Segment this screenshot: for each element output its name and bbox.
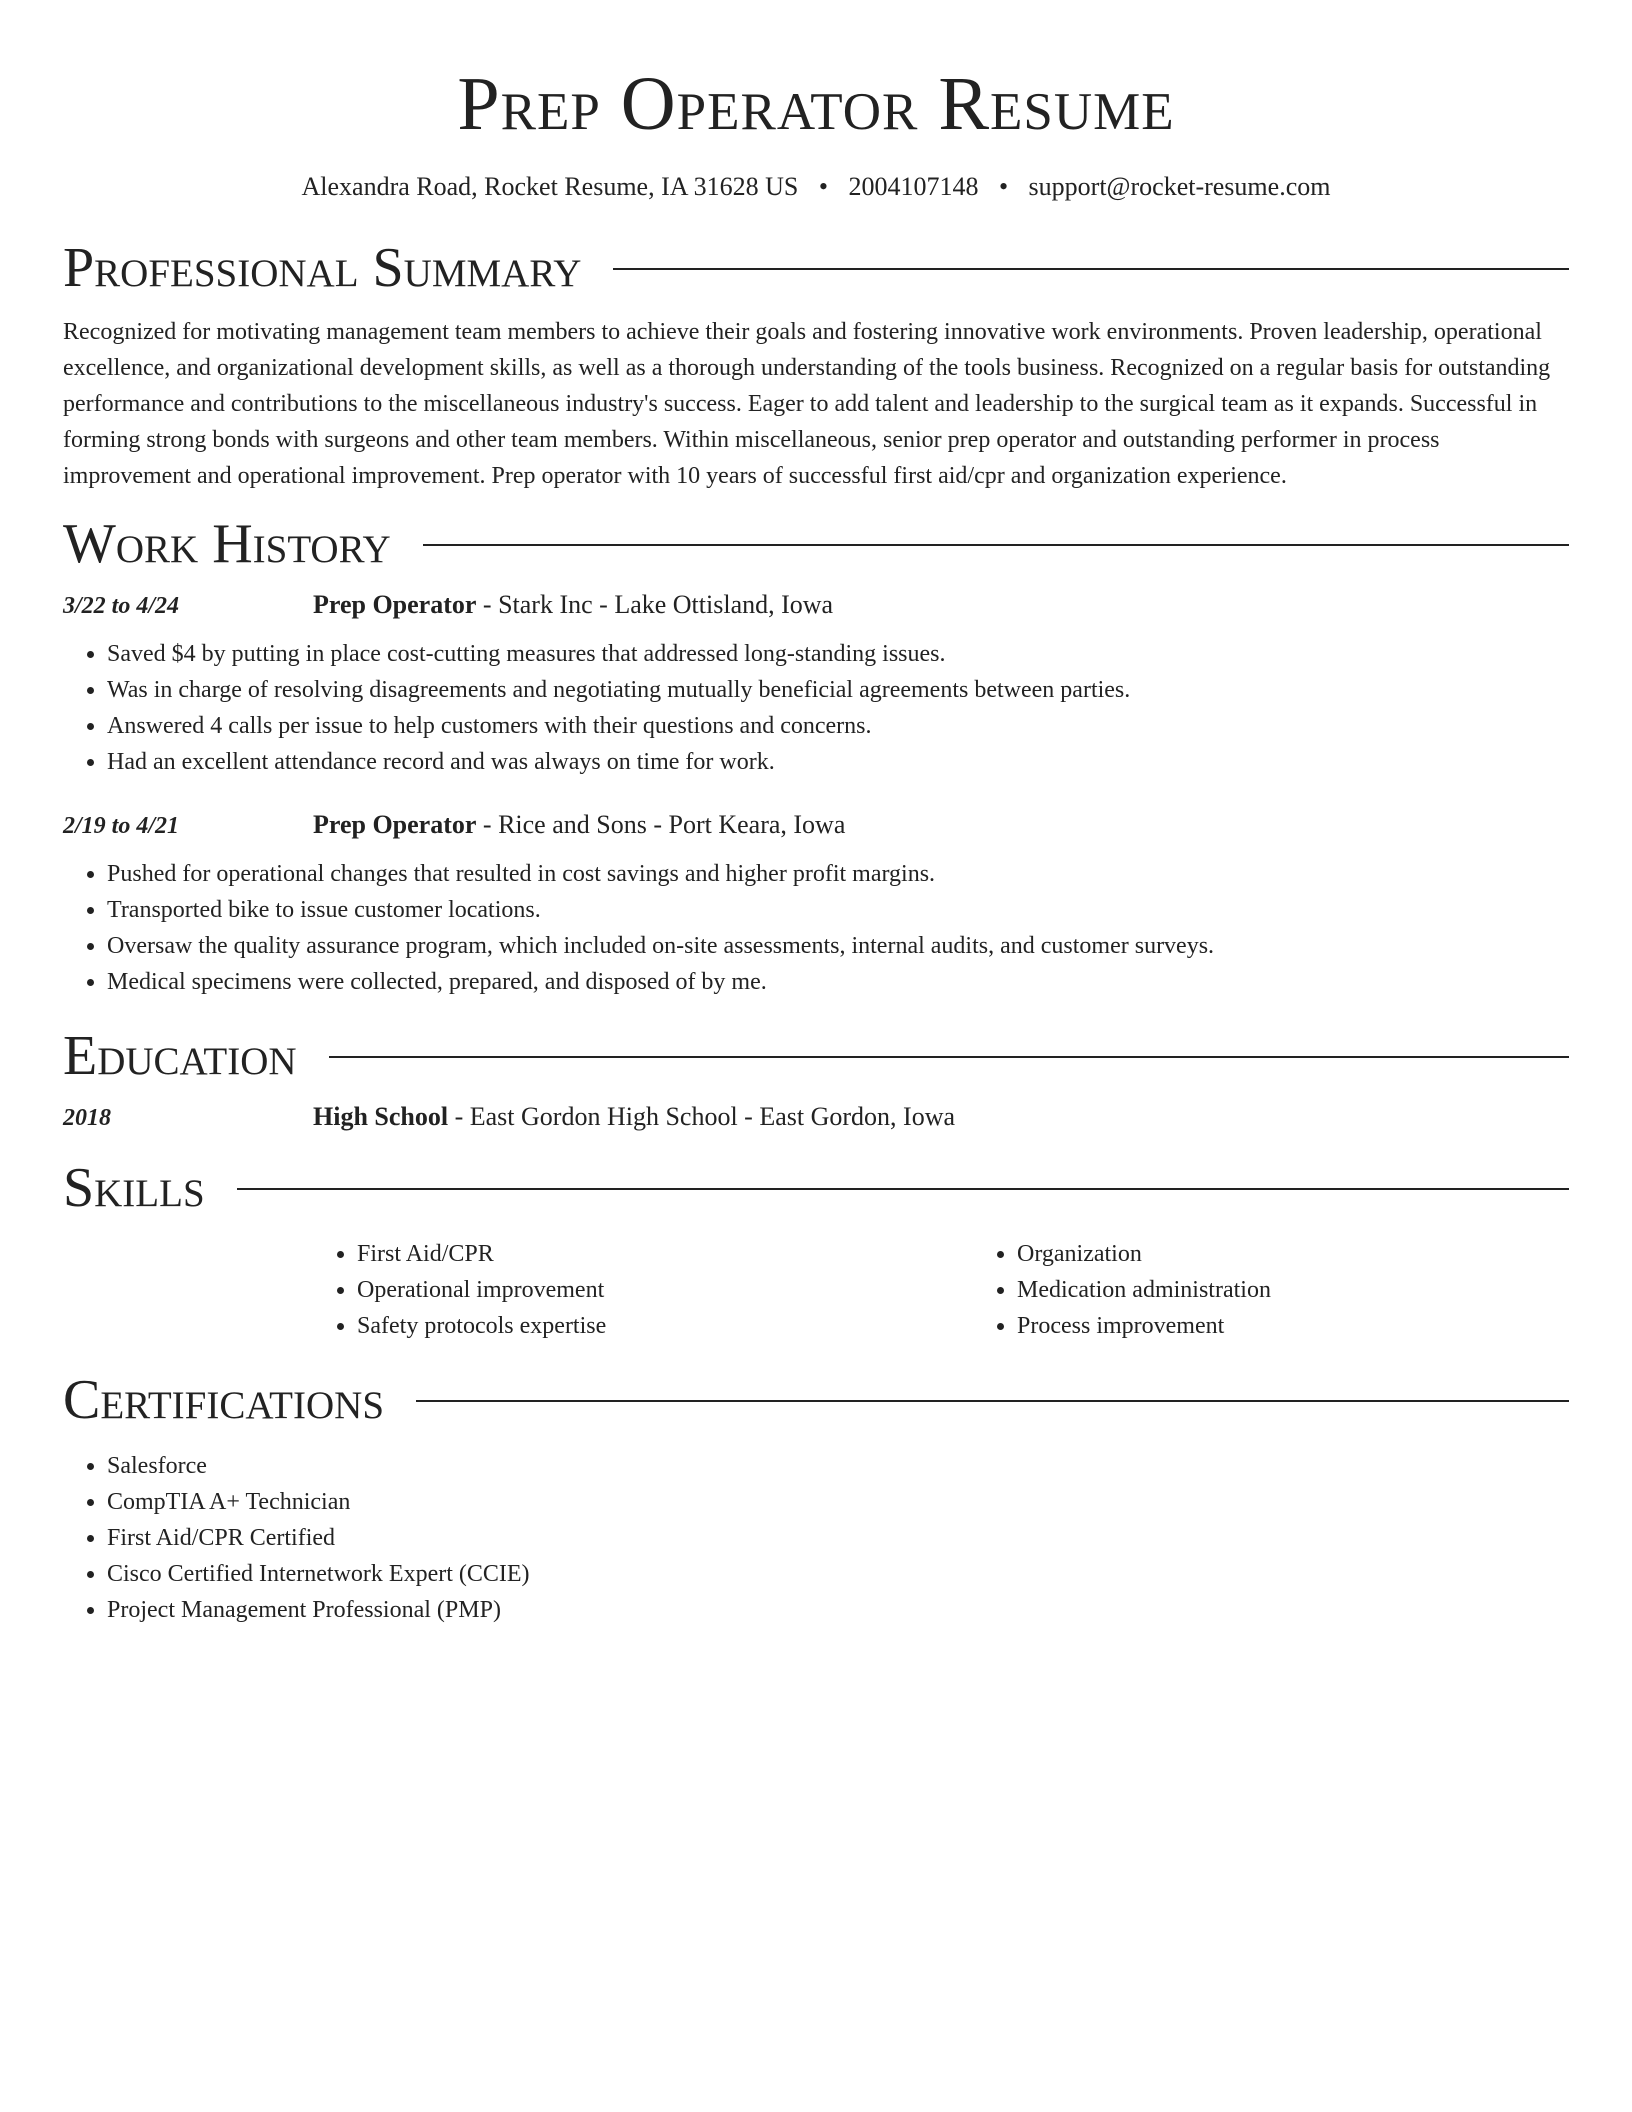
section-divider (423, 544, 1569, 546)
list-item: • Operational improvement (357, 1272, 973, 1308)
contact-separator: • (818, 172, 828, 201)
section-summary-header (63, 236, 1569, 300)
job-title: Prep Operator (313, 810, 477, 839)
list-item: • Organization (1017, 1236, 1632, 1272)
section-title-certifications: Certifications (63, 1369, 385, 1431)
skills-grid (313, 1236, 1569, 1344)
job-heading (313, 810, 845, 840)
section-title-work: Work History (63, 513, 391, 575)
job-entry (63, 810, 1569, 1000)
job-dates: 3/22 to 4/24 (63, 593, 180, 619)
job-header (63, 810, 1569, 840)
list-item: • Transported bike to issue customer locations. (107, 892, 1569, 928)
job-bullets (63, 856, 1569, 1000)
section-divider (613, 268, 1569, 270)
contact-email: support@rocket-resume.com (1028, 172, 1331, 201)
list-item: • Salesforce (107, 1448, 1569, 1484)
section-divider (237, 1188, 1569, 1190)
education-year: 2018 (63, 1105, 111, 1131)
education-heading (313, 1102, 955, 1132)
section-title-education: Education (63, 1025, 297, 1087)
list-item: • Safety protocols expertise (357, 1308, 973, 1344)
contact-phone: 2004107148 (848, 172, 979, 201)
section-divider (329, 1056, 1569, 1058)
list-item: • Cisco Certified Internetwork Expert (CCIE) (107, 1556, 1569, 1592)
section-divider (416, 1400, 1569, 1402)
job-bullets (63, 636, 1569, 780)
list-item: • Saved $4 by putting in place cost-cutting measures that addressed long-standing issues. (107, 636, 1569, 672)
list-item: • Oversaw the quality assurance program, which included on-site assessments, internal audits, and customer surveys. (107, 928, 1569, 964)
list-item: • Was in charge of resolving disagreements and negotiating mutually beneficial agreements between parties. (107, 672, 1569, 708)
contact-separator: • (998, 172, 1009, 201)
education-entry (63, 1102, 1569, 1132)
list-item: • Answered 4 calls per issue to help customers with their questions and concerns. (107, 708, 1569, 744)
list-item: • First Aid/CPR Certified (107, 1520, 1569, 1556)
job-employer: - Stark Inc - Lake Ottisland, Iowa (476, 590, 834, 619)
job-title: Prep Operator (313, 590, 477, 619)
list-item: • Pushed for operational changes that resulted in cost savings and higher profit margins. (107, 856, 1569, 892)
job-dates: 2/19 to 4/21 (63, 813, 180, 839)
skills-column-right (973, 1236, 1632, 1344)
section-certifications-header (63, 1368, 1569, 1432)
certifications-list (63, 1448, 1569, 1628)
summary-text: Recognized for motivating management team members to achieve their goals and fostering innovative work environments. Proven leadership, operational excellence, and organizational development skills, as well as a thorough understanding of the tools business. Recognized on a regular basis for outstanding performance and contributions to the miscellaneous industry's success. Eager to add talent and leadership to the surgical team as it expands. Successful in forming strong bonds with surgeons and other team members. Within miscellaneous, senior prep operator and outstanding performer in process improvement and operational improvement. Prep operator with 10 years of successful first aid/cpr and organization experience. (63, 319, 1551, 489)
list-item: • Project Management Professional (PMP) (107, 1592, 1569, 1628)
section-work-header (63, 512, 1569, 576)
contact-address: Alexandra Road, Rocket Resume, IA 31628 US (301, 172, 799, 201)
education-school: - East Gordon High School - East Gordon, Iowa (448, 1102, 956, 1131)
job-entry (63, 590, 1569, 780)
section-skills-header (63, 1156, 1569, 1220)
list-item: • First Aid/CPR (357, 1236, 973, 1272)
section-title-skills: Skills (63, 1157, 205, 1219)
resume-title: Prep Operator Resume (457, 62, 1175, 146)
job-heading (313, 590, 833, 620)
job-employer: - Rice and Sons - Port Keara, Iowa (476, 810, 846, 839)
section-education-header (63, 1024, 1569, 1088)
list-item: • CompTIA A+ Technician (107, 1484, 1569, 1520)
list-item: • Medication administration (1017, 1272, 1632, 1308)
education-degree: High School (313, 1102, 449, 1131)
list-item: • Had an excellent attendance record and was always on time for work. (107, 744, 1569, 780)
contact-line (63, 170, 1569, 204)
section-title-summary: Professional Summary (63, 237, 582, 299)
list-item: • Medical specimens were collected, prepared, and disposed of by me. (107, 964, 1569, 1000)
job-header (63, 590, 1569, 620)
skills-column-left (313, 1236, 973, 1344)
list-item: • Process improvement (1017, 1308, 1632, 1344)
